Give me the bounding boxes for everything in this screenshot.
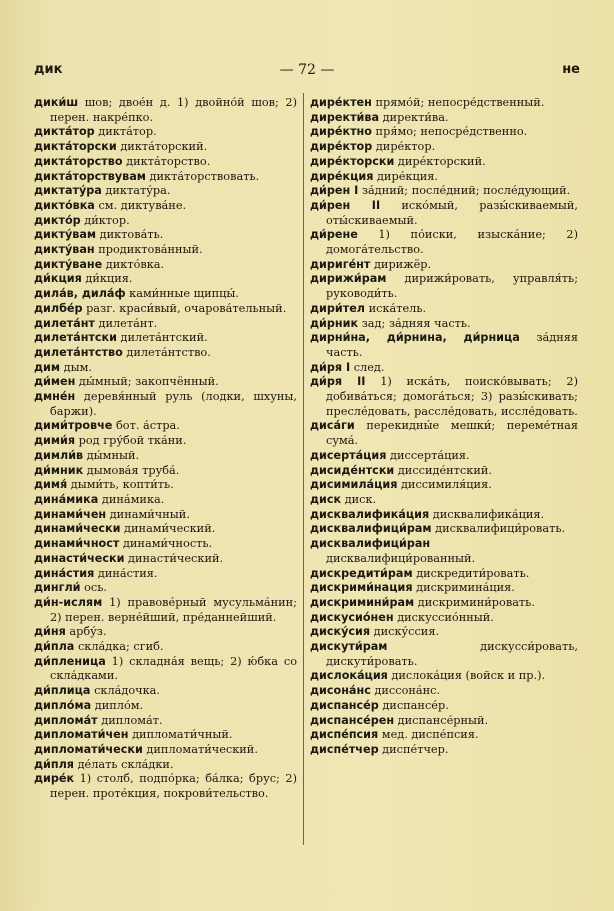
entry-definition: дире́ктор.	[372, 140, 436, 154]
entry-headword: дисона́нс	[310, 684, 371, 698]
entry-headword: дина́мика	[34, 492, 99, 506]
dictionary-entry	[310, 567, 578, 582]
dictionary-entry	[310, 419, 578, 448]
entry-headword: дире́ктор	[310, 140, 373, 154]
entry-definition: перекидны́е мешки́; переме́тная сума́.	[326, 419, 578, 448]
entry-definition: диспе́тчер.	[378, 742, 449, 756]
dictionary-entry	[34, 170, 297, 185]
dictionary-entry	[34, 155, 297, 170]
entry-headword: дире́ктно	[310, 125, 372, 139]
entry-definition: бот. а́стра.	[112, 419, 180, 433]
dictionary-entry	[34, 287, 297, 302]
entry-definition: диктова́ть.	[96, 228, 164, 242]
entry-definition: дым.	[60, 360, 92, 374]
dictionary-entry	[34, 493, 297, 508]
left-column	[34, 96, 297, 802]
dictionary-entry	[34, 317, 297, 332]
entry-headword: динами́чност	[34, 537, 120, 551]
dictionary-entry	[34, 361, 297, 376]
dictionary-entry	[34, 258, 297, 273]
dictionary-entry	[34, 331, 297, 346]
entry-headword: дисквалифика́ция	[310, 507, 430, 521]
dictionary-entry	[34, 728, 297, 743]
entry-definition: дире́кторский.	[394, 154, 486, 168]
dictionary-entry	[310, 155, 578, 170]
entry-headword: дикту́ван	[34, 243, 95, 257]
dictionary-entry	[310, 684, 578, 699]
entry-definition: дилета́нтство.	[122, 345, 211, 359]
entry-headword: дикту́вам	[34, 228, 97, 242]
entry-headword: дирижи́рам	[310, 272, 387, 286]
entry-headword: дики́ш	[34, 96, 79, 109]
entry-definition: династи́ческий.	[124, 551, 224, 565]
entry-headword: дири́тел	[310, 301, 365, 315]
dictionary-entry	[310, 302, 578, 317]
entry-headword: дискусио́нен	[310, 610, 394, 624]
dictionary-entry	[34, 684, 297, 699]
entry-definition: дикта́торствовать.	[145, 169, 260, 183]
dictionary-entry	[310, 125, 578, 140]
entry-definition: дискуссио́нный.	[393, 610, 494, 624]
entry-headword: дире́к	[34, 772, 75, 786]
dictionary-entry	[34, 699, 297, 714]
dictionary-entry	[34, 419, 297, 434]
entry-definition: дина́стия.	[94, 566, 158, 580]
entry-definition: шов; двое́н д. 1) двойно́й шов; 2) перен. накре́пко.	[50, 96, 297, 124]
dictionary-entry	[34, 96, 297, 125]
entry-headword: дире́кция	[310, 169, 374, 183]
entry-headword: дисквалифици́рам	[310, 522, 432, 536]
entry-definition: дипломати́ческий.	[142, 742, 258, 756]
dictionary-entry	[310, 317, 578, 332]
entry-headword: дипломати́чески	[34, 742, 143, 756]
dictionary-entry	[310, 331, 578, 360]
entry-definition: 1) правове́рный мусульма́нин; 2) перен. верне́йший, пре́даннейший.	[50, 595, 297, 624]
header-right-guide-word: не	[562, 62, 580, 77]
entry-headword: дикта́торски	[34, 140, 117, 154]
dictionary-entry	[34, 772, 297, 801]
entry-definition: диспансе́рный.	[394, 713, 489, 727]
entry-definition: за́дний; после́дний; после́дующий.	[358, 184, 571, 198]
entry-definition: иско́мый, разы́скиваемый, оты́скиваемый.	[326, 198, 578, 227]
entry-headword: динами́чен	[34, 507, 107, 521]
entry-headword: дисиде́нтски	[310, 463, 395, 477]
entry-definition: дирижёр.	[370, 257, 432, 271]
dictionary-entry	[310, 669, 578, 684]
entry-headword: ди́рен I	[310, 184, 359, 198]
dictionary-entry	[310, 596, 578, 611]
right-column	[310, 96, 578, 758]
entry-definition: дина́мика.	[98, 492, 165, 506]
entry-definition: разг. краси́вый, очарова́тельный.	[82, 301, 287, 315]
entry-headword: дина́стия	[34, 566, 95, 580]
entry-headword: диплома́т	[34, 713, 98, 727]
entry-headword: дилета́нт	[34, 316, 95, 330]
entry-headword: ди́кция	[34, 272, 82, 286]
entry-definition: скла́дка; сгиб.	[74, 640, 164, 654]
entry-definition: дилета́нт.	[94, 316, 158, 330]
entry-definition: дипло́м.	[91, 698, 144, 712]
column-divider	[303, 93, 304, 845]
entry-definition: иска́тель.	[365, 301, 427, 315]
entry-definition: см. диктува́не.	[94, 198, 187, 212]
entry-definition: дире́кция.	[373, 169, 438, 183]
entry-definition: прямо́й; непосре́дственный.	[371, 96, 545, 109]
dictionary-entry	[310, 493, 578, 508]
entry-headword: ди́рник	[310, 316, 359, 330]
entry-headword: дискримини́рам	[310, 595, 415, 609]
dictionary-entry	[310, 640, 578, 669]
entry-headword: дискрими́нация	[310, 581, 413, 595]
entry-headword: ди́мен	[34, 375, 76, 389]
dictionary-entry	[34, 125, 297, 140]
entry-definition: дискримини́ровать.	[414, 595, 535, 609]
dictionary-entry	[34, 346, 297, 361]
entry-definition: пря́мо; непосре́дственно.	[371, 125, 528, 139]
dictionary-entry	[34, 640, 297, 655]
dictionary-entry	[310, 581, 578, 596]
entry-headword: дире́кторски	[310, 154, 395, 168]
entry-headword: дире́ктен	[310, 96, 372, 109]
entry-definition: 1) складна́я вещь; 2) ю́бка со скла́дками.	[50, 654, 297, 683]
entry-definition: ди́кция.	[81, 272, 133, 286]
entry-definition: зад; за́дняя часть.	[358, 316, 471, 330]
entry-definition: директи́ва.	[379, 110, 449, 124]
dictionary-entry	[34, 625, 297, 640]
entry-headword: дилбе́р	[34, 301, 83, 315]
entry-definition: скла́дочка.	[90, 684, 160, 698]
entry-headword: ди́рене	[310, 228, 358, 242]
entry-definition: дисквалифици́ровать.	[431, 522, 566, 536]
entry-definition: продиктова́нный.	[94, 243, 203, 257]
entry-headword: ди́пла	[34, 640, 75, 654]
entry-headword: дикто́р	[34, 213, 81, 227]
entry-headword: ди́пленица	[34, 654, 106, 668]
entry-definition: дикта́торский.	[116, 140, 208, 154]
entry-headword: дикта́торство	[34, 154, 123, 168]
dictionary-entry	[310, 699, 578, 714]
entry-definition: де́лать скла́дки.	[73, 757, 174, 771]
dictionary-entry	[34, 464, 297, 479]
dictionary-entry	[310, 464, 578, 479]
dictionary-entry	[34, 596, 297, 625]
page-number: — 72 —	[279, 62, 335, 78]
entry-definition: дисквалифици́рованный.	[326, 551, 476, 565]
entry-headword: ди́пля	[34, 757, 74, 771]
entry-definition: 1) столб, подпо́рка; ба́лка; брус; 2) перен. проте́кция, покрови́тельство.	[50, 772, 297, 801]
dictionary-entry	[34, 375, 297, 390]
dictionary-entry	[310, 728, 578, 743]
entry-definition: дискредити́ровать.	[412, 566, 530, 580]
entry-headword: диса́ги	[310, 419, 355, 433]
entry-definition: диску́ссия.	[370, 625, 440, 639]
dictionary-entry	[310, 272, 578, 301]
entry-headword: ди́рен II	[310, 198, 381, 212]
entry-headword: дискути́рам	[310, 640, 388, 654]
entry-definition: деревя́нный руль (лодки, шхуны, баржи).	[50, 390, 297, 418]
entry-headword: дирни́на, ди́рнина, ди́рница	[310, 331, 520, 345]
entry-headword: ди́ня	[34, 625, 66, 639]
entry-headword: димли́в	[34, 448, 84, 462]
entry-headword: дискредити́рам	[310, 566, 413, 580]
dictionary-entry	[310, 714, 578, 729]
entry-headword: динами́чески	[34, 522, 121, 536]
dictionary-entry	[34, 508, 297, 523]
dictionary-entry	[34, 581, 297, 596]
dictionary-entry	[34, 228, 297, 243]
entry-headword: диспе́тчер	[310, 742, 379, 756]
dictionary-entry	[34, 434, 297, 449]
entry-headword: ди́ря II	[310, 375, 366, 389]
entry-headword: дмне́н	[34, 390, 76, 404]
entry-headword: ди́ря I	[310, 360, 351, 374]
entry-headword: диску́сия	[310, 625, 371, 639]
entry-headword: дислока́ция	[310, 669, 388, 683]
dictionary-entry	[34, 537, 297, 552]
entry-headword: дикта́тор	[34, 125, 95, 139]
entry-headword: директи́ва	[310, 110, 380, 124]
entry-definition: ось.	[80, 581, 107, 595]
dictionary-entry	[310, 375, 578, 419]
entry-headword: дириге́нт	[310, 257, 371, 271]
entry-definition: ды́мный.	[83, 448, 140, 462]
entry-headword: диспе́псия	[310, 728, 379, 742]
dictionary-entry	[310, 199, 578, 228]
entry-definition: диктату́ра.	[101, 184, 171, 198]
entry-definition: дилета́нтский.	[116, 331, 208, 345]
entry-definition: ди́ктор.	[80, 213, 130, 227]
entry-definition: ками́нные щипцы́.	[125, 287, 240, 301]
entry-definition: 1) по́иски, изыска́ние; 2) домога́тельство.	[326, 228, 578, 257]
dictionary-entry	[310, 743, 578, 758]
dictionary-entry	[310, 170, 578, 185]
dictionary-entry	[34, 390, 297, 419]
entry-definition: диссиде́нтский.	[394, 463, 492, 477]
entry-definition: диплома́т.	[97, 713, 163, 727]
entry-headword: дикту́ване	[34, 257, 103, 271]
dictionary-entry	[34, 522, 297, 537]
entry-definition: дисквалифика́ция.	[429, 507, 545, 521]
dictionary-entry	[34, 140, 297, 155]
entry-headword: диктату́ра	[34, 184, 102, 198]
entry-headword: дипломати́чен	[34, 728, 129, 742]
entry-definition: динами́чность.	[119, 537, 213, 551]
entry-definition: арбу́з.	[65, 625, 107, 639]
entry-headword: дисерта́ция	[310, 448, 387, 462]
dictionary-entry	[310, 258, 578, 273]
entry-headword: дикта́торствувам	[34, 169, 146, 183]
entry-headword: диск	[310, 492, 342, 506]
dictionary-entry	[310, 625, 578, 640]
entry-headword: дикто́вка	[34, 198, 95, 212]
entry-headword: димя́	[34, 478, 68, 492]
dictionary-entry	[310, 228, 578, 257]
dictionary-entry	[310, 611, 578, 626]
entry-definition: диспансе́р.	[378, 698, 449, 712]
dictionary-entry	[310, 184, 578, 199]
entry-headword: диспансе́р	[310, 698, 379, 712]
entry-definition: дислока́ция (войск и пр.).	[387, 669, 546, 683]
dictionary-entry	[310, 96, 578, 111]
entry-headword: диспансе́рен	[310, 713, 395, 727]
entry-definition: диск.	[341, 492, 377, 506]
entry-definition: дискусси́ровать, дискути́ровать.	[326, 640, 578, 668]
dictionary-entry	[310, 449, 578, 464]
dictionary-entry	[34, 478, 297, 493]
dictionary-entry	[34, 272, 297, 287]
entry-definition: дикто́вка.	[102, 257, 165, 271]
page-header	[34, 62, 580, 82]
dictionary-entry	[310, 140, 578, 155]
entry-headword: ди́н-ислям	[34, 595, 103, 609]
dictionary-entry	[34, 714, 297, 729]
entry-headword: дингли́	[34, 581, 81, 595]
entry-definition: за́дняя часть.	[326, 331, 578, 359]
dictionary-entry	[34, 184, 297, 199]
header-left-guide-word: дик	[34, 62, 63, 77]
dictionary-entry	[310, 111, 578, 126]
dictionary-entry	[34, 567, 297, 582]
dictionary-entry	[310, 508, 578, 523]
entry-headword: династи́чески	[34, 551, 125, 565]
entry-headword: дисимила́ция	[310, 478, 398, 492]
entry-headword: дила́в, дила́ф	[34, 287, 126, 301]
entry-headword: дим	[34, 360, 61, 374]
entry-definition: диссимиля́ция.	[397, 478, 492, 492]
entry-definition: мед. диспе́псия.	[378, 728, 479, 742]
entry-headword: дисквалифици́ран	[310, 537, 431, 551]
entry-definition: дирижи́ровать, управля́ть; руководи́ть.	[326, 272, 578, 301]
entry-definition: дымова́я труба́.	[83, 463, 180, 477]
entry-definition: диссерта́ция.	[386, 448, 470, 462]
entry-headword: ди́мник	[34, 463, 84, 477]
entry-definition: след.	[350, 360, 385, 374]
dictionary-entry	[34, 655, 297, 684]
entry-definition: дипломати́чный.	[128, 728, 233, 742]
entry-definition: дикта́тор.	[94, 125, 157, 139]
dictionary-entry	[34, 214, 297, 229]
entry-definition: род гру́бой тка́ни.	[75, 434, 187, 448]
dictionary-entry	[310, 361, 578, 376]
entry-definition: дискримина́ция.	[412, 581, 515, 595]
dictionary-entry	[34, 552, 297, 567]
entry-headword: ди́плица	[34, 684, 91, 698]
entry-headword: дими́тровче	[34, 419, 113, 433]
dictionary-entry	[34, 758, 297, 773]
entry-definition: 1) иска́ть, поиско́вывать; 2) добива́ться; домога́ться; 3) разы́скивать; пресле́довать, рассле́довать, иссле́довать.	[326, 375, 578, 418]
entry-headword: дими́я	[34, 434, 76, 448]
entry-definition: динами́чный.	[106, 507, 190, 521]
dictionary-entry	[310, 478, 578, 493]
entry-definition: дыми́ть, копти́ть.	[67, 478, 174, 492]
dictionary-entry	[34, 302, 297, 317]
entry-definition: динами́ческий.	[120, 522, 216, 536]
dictionary-entry	[310, 537, 578, 566]
dictionary-entry	[34, 449, 297, 464]
entry-headword: дилета́нтство	[34, 345, 123, 359]
entry-definition: дикта́торство.	[122, 154, 211, 168]
entry-definition: ды́мный; закопчённый.	[75, 375, 219, 389]
dictionary-entry	[34, 743, 297, 758]
dictionary-entry	[34, 243, 297, 258]
entry-headword: дилета́нтски	[34, 331, 117, 345]
entry-headword: дипло́ма	[34, 698, 92, 712]
dictionary-entry	[34, 199, 297, 214]
dictionary-entry	[310, 522, 578, 537]
entry-definition: диссона́нс.	[370, 684, 441, 698]
